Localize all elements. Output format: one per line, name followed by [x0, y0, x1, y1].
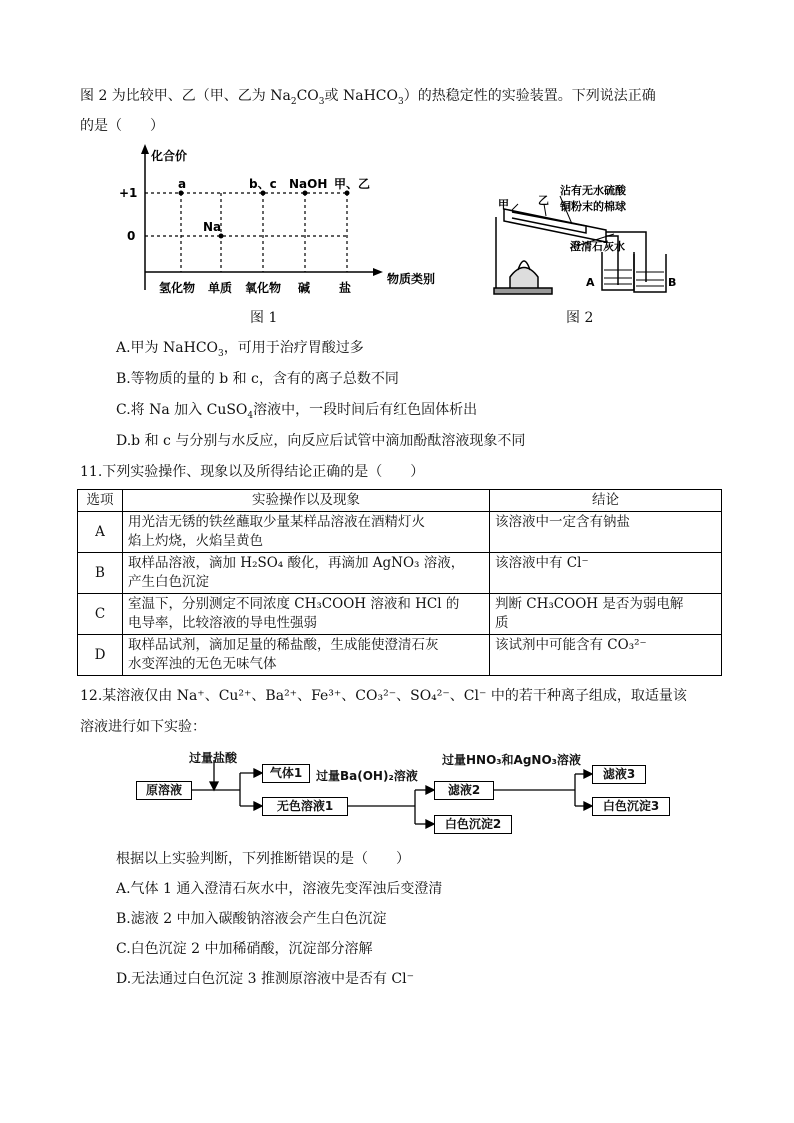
y-tick-zero: 0 — [127, 229, 136, 243]
header-operation: 实验操作以及现象 — [123, 490, 490, 512]
row-option: B — [78, 553, 123, 594]
q10-option-b: B.等物质的量的 b 和 c，含有的离子总数不同 — [116, 371, 399, 387]
q12-option-c: C.白色沉淀 2 中加稀硝酸，沉淀部分溶解 — [116, 941, 373, 957]
row-operation: 取样品试剂，滴加足量的稀盐酸，生成能使澄清石灰 水变浑浊的无色无味气体 — [123, 635, 490, 676]
category-label-hydride: 氢化物 — [159, 281, 196, 295]
table-row — [78, 594, 722, 635]
category-label-salt: 盐 — [339, 281, 352, 295]
table-row — [78, 512, 722, 553]
q11-table — [77, 489, 722, 676]
header-conclusion: 结论 — [490, 490, 722, 512]
row-operation: 取样品溶液，滴加 H₂SO₄ 酸化，再滴加 AgNO₃ 溶液， 产生白色沉淀 — [123, 553, 490, 594]
box-gas-1: 气体1 — [262, 764, 310, 783]
point-naoh — [303, 191, 308, 196]
row-conclusion: 该试剂中可能含有 CO₃²⁻ — [490, 635, 722, 676]
row-operation: 用光洁无锈的铁丝蘸取少量某样品溶液在酒精灯火 焰上灼烧，火焰呈黄色 — [123, 512, 490, 553]
label-yi: 乙 — [538, 194, 549, 207]
label-jia: 甲 — [498, 198, 509, 211]
box-original-solution: 原溶液 — [136, 781, 192, 800]
point-label-jiayi: 甲、乙 — [334, 177, 371, 191]
q12-option-d: D.无法通过白色沉淀 3 推测原溶液中是否有 Cl⁻ — [116, 971, 415, 987]
y-axis-label: 化合价 — [151, 149, 188, 163]
row-option: C — [78, 594, 123, 635]
box-white-precipitate-2: 白色沉淀2 — [434, 815, 512, 834]
box-filtrate-2: 滤液2 — [434, 781, 494, 800]
label-beaker-b: B — [668, 276, 677, 289]
x-axis-label: 物质类别 — [387, 272, 436, 286]
point-a — [179, 191, 184, 196]
figure-1-caption: 图 1 — [250, 310, 278, 326]
reagent-hno3-agno3-label: 过量HNO₃和AgNO₃溶液 — [442, 753, 581, 767]
table-header-row — [78, 490, 722, 512]
label-beaker-a: A — [586, 276, 595, 289]
label-limewater: 澄清石灰水 — [570, 240, 625, 253]
q10-stem-line2: 的是（ ） — [80, 118, 164, 134]
box-white-precipitate-3: 白色沉淀3 — [592, 797, 670, 816]
q12-stem-line1: 12.某溶液仅由 Na⁺、Cu²⁺、Ba²⁺、Fe³⁺、CO₃²⁻、SO₄²⁻、Cl⁻ 中的若干种离子组成，取适量该 — [80, 688, 687, 704]
label-cotton-line2: 铜粉末的棉球 — [560, 200, 626, 213]
point-na — [219, 234, 224, 239]
category-label-base: 碱 — [298, 281, 311, 295]
label-cotton-line1: 沾有无水硫酸 — [560, 184, 626, 197]
q11-stem: 11.下列实验操作、现象以及所得结论正确的是（ ） — [80, 464, 425, 480]
figure-1-valence-chart — [115, 142, 455, 304]
reagent-hcl-label: 过量盐酸 — [189, 751, 238, 765]
q12-option-b: B.滤液 2 中加入碳酸钠溶液会产生白色沉淀 — [116, 911, 387, 927]
row-conclusion: 该溶液中有 Cl⁻ — [490, 553, 722, 594]
category-label-element: 单质 — [208, 281, 233, 295]
point-jiayi — [345, 191, 350, 196]
row-operation: 室温下，分别测定不同浓度 CH₃COOH 溶液和 HCl 的 电导率，比较溶液的导电性强弱 — [123, 594, 490, 635]
point-bc — [261, 191, 266, 196]
q12-question: 根据以上实验判断，下列推断错误的是（ ） — [116, 851, 410, 867]
row-conclusion: 判断 CH₃COOH 是否为弱电解 质 — [490, 594, 722, 635]
box-colorless-solution-1: 无色溶液1 — [262, 797, 348, 816]
y-tick-plus1: +1 — [119, 186, 138, 200]
point-label-a: a — [178, 177, 187, 191]
q10-stem-line1: 图 2 为比较甲、乙（甲、乙为 $Na_2CO_3$或 NaHCO$_3$）的热稳定性的实验装置。下列说法正确 — [80, 88, 656, 107]
q10-option-a: A.甲为 NaHCO$_3$，可用于治疗胃酸过多 — [116, 340, 364, 359]
point-label-naoh: NaOH — [289, 177, 328, 191]
header-option: 选项 — [78, 490, 123, 512]
q12-option-a: A.气体 1 通入澄清石灰水中，溶液先变浑浊后变澄清 — [116, 881, 443, 897]
box-filtrate-3: 滤液3 — [592, 765, 646, 784]
q10-option-c: C.将 Na 加入 CuSO$_4$溶液中，一段时间后有红色固体析出 — [116, 402, 478, 421]
figure-2-apparatus — [488, 182, 688, 300]
category-label-oxide: 氧化物 — [245, 281, 282, 295]
reagent-baoh2-label: 过量Ba(OH)₂溶液 — [316, 769, 418, 783]
q12-stem-line2: 溶液进行如下实验： — [80, 719, 206, 735]
point-label-na: Na — [203, 220, 222, 234]
row-option: D — [78, 635, 123, 676]
row-option: A — [78, 512, 123, 553]
point-label-bc: b、c — [249, 177, 277, 191]
table-row — [78, 553, 722, 594]
row-conclusion: 该溶液中一定含有钠盐 — [490, 512, 722, 553]
figure-2-caption: 图 2 — [566, 310, 594, 326]
q10-option-d: D.b 和 c 与分别与水反应，向反应后试管中滴加酚酞溶液现象不同 — [116, 433, 526, 449]
table-row — [78, 635, 722, 676]
